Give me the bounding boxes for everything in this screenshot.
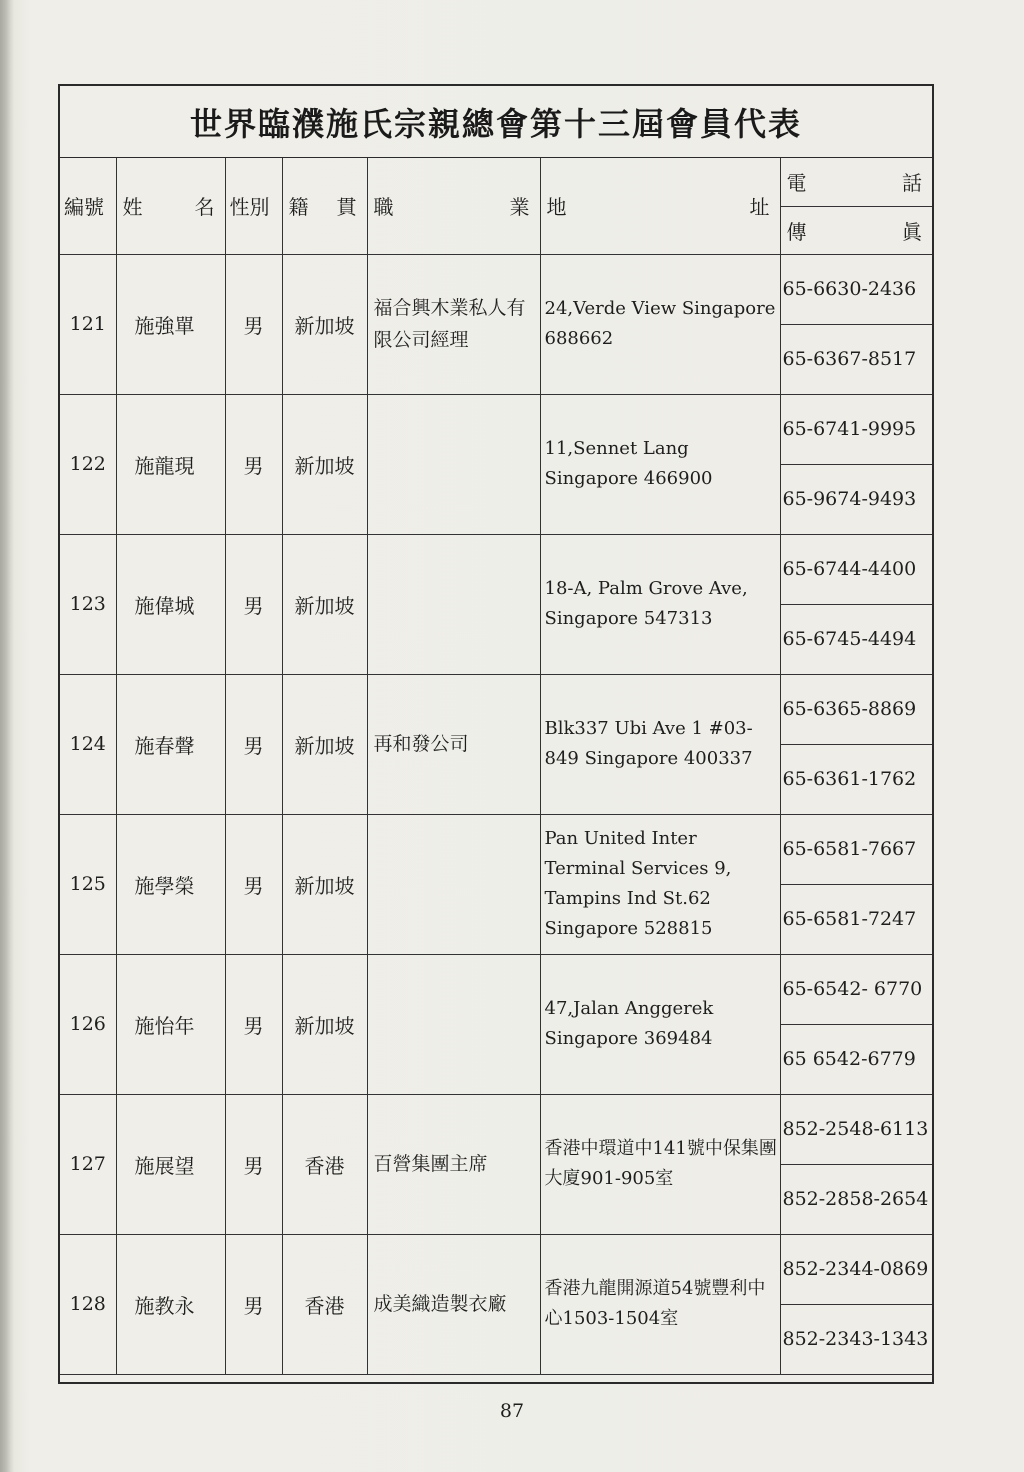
member-fax: 65-6367-8517 [780, 324, 932, 394]
header-gender: 性別 [225, 158, 282, 254]
table-row [60, 674, 932, 744]
member-id: 121 [60, 254, 116, 394]
table-row [60, 534, 932, 604]
member-name: 施春聲 [116, 674, 225, 814]
header-id: 編號 [60, 158, 116, 254]
table-row [60, 954, 932, 1024]
member-fax: 65-6745-4494 [780, 604, 932, 674]
member-id: 126 [60, 954, 116, 1094]
member-fax: 65-6361-1762 [780, 744, 932, 814]
member-gender: 男 [225, 534, 282, 674]
member-gender: 男 [225, 954, 282, 1094]
member-phone: 65-6581-7667 [780, 814, 932, 884]
member-fax: 852-2858-2654 [780, 1164, 932, 1234]
member-gender: 男 [225, 254, 282, 394]
table-row [60, 394, 932, 464]
member-address: 47,Jalan Anggerek Singapore 369484 [540, 954, 780, 1094]
member-phone: 65-6630-2436 [780, 254, 932, 324]
member-address: 18-A, Palm Grove Ave, Singapore 547313 [540, 534, 780, 674]
member-table [60, 158, 932, 1375]
member-phone: 65-6741-9995 [780, 394, 932, 464]
member-occupation: 再和發公司 [367, 674, 540, 814]
member-origin: 新加坡 [282, 954, 367, 1094]
member-id: 122 [60, 394, 116, 534]
member-name: 施偉城 [116, 534, 225, 674]
header-phone: 電 話 [780, 158, 932, 206]
header-address: 地 址 [540, 158, 780, 254]
member-phone: 852-2344-0869 [780, 1234, 932, 1304]
member-occupation [367, 954, 540, 1094]
page-title: 世界臨濮施氏宗親總會第十三屆會員代表 [189, 104, 802, 143]
member-origin: 香港 [282, 1094, 367, 1234]
member-address: 24,Verde View Singapore 688662 [540, 254, 780, 394]
member-fax: 65-6581-7247 [780, 884, 932, 954]
member-phone: 65-6365-8869 [780, 674, 932, 744]
member-occupation [367, 534, 540, 674]
member-gender: 男 [225, 1094, 282, 1234]
member-origin: 新加坡 [282, 394, 367, 534]
title-row [60, 86, 932, 158]
member-fax: 65 6542-6779 [780, 1024, 932, 1094]
member-address: 11,Sennet Lang Singapore 466900 [540, 394, 780, 534]
member-rows [60, 254, 932, 1374]
member-gender: 男 [225, 814, 282, 954]
member-gender: 男 [225, 394, 282, 534]
header-occupation: 職 業 [367, 158, 540, 254]
member-id: 123 [60, 534, 116, 674]
member-address: 香港中環道中141號中保集團大廈901-905室 [540, 1094, 780, 1234]
member-name: 施怡年 [116, 954, 225, 1094]
member-origin: 新加坡 [282, 534, 367, 674]
member-origin: 新加坡 [282, 254, 367, 394]
member-occupation: 福合興木業私人有限公司經理 [367, 254, 540, 394]
member-gender: 男 [225, 674, 282, 814]
member-fax: 65-9674-9493 [780, 464, 932, 534]
member-id: 124 [60, 674, 116, 814]
member-occupation [367, 814, 540, 954]
member-id: 125 [60, 814, 116, 954]
member-occupation: 成美織造製衣廠 [367, 1234, 540, 1374]
member-name: 施展望 [116, 1094, 225, 1234]
member-id: 128 [60, 1234, 116, 1374]
member-table-frame [58, 84, 934, 1384]
page-number: 87 [499, 1400, 525, 1422]
table-row [60, 254, 932, 324]
member-address: Pan United Inter Terminal Services 9, Tampins Ind St.62 Singapore 528815 [540, 814, 780, 954]
member-phone: 852-2548-6113 [780, 1094, 932, 1164]
table-row [60, 1094, 932, 1164]
member-fax: 852-2343-1343 [780, 1304, 932, 1374]
member-address: 香港九龍開源道54號豐利中心1503-1504室 [540, 1234, 780, 1374]
header-name: 姓 名 [116, 158, 225, 254]
member-name: 施學榮 [116, 814, 225, 954]
member-origin: 香港 [282, 1234, 367, 1374]
member-id: 127 [60, 1094, 116, 1234]
member-origin: 新加坡 [282, 674, 367, 814]
header-origin: 籍 貫 [282, 158, 367, 254]
header-row [60, 158, 932, 206]
header-fax: 傳 眞 [780, 206, 932, 254]
table-row [60, 814, 932, 884]
page-binding-shadow [0, 0, 14, 1472]
member-name: 施教永 [116, 1234, 225, 1374]
member-origin: 新加坡 [282, 814, 367, 954]
member-gender: 男 [225, 1234, 282, 1374]
member-phone: 65-6744-4400 [780, 534, 932, 604]
member-occupation: 百營集團主席 [367, 1094, 540, 1234]
member-name: 施強單 [116, 254, 225, 394]
member-name: 施龍現 [116, 394, 225, 534]
table-row [60, 1234, 932, 1304]
member-occupation [367, 394, 540, 534]
member-address: Blk337 Ubi Ave 1 #03-849 Singapore 400337 [540, 674, 780, 814]
member-phone: 65-6542- 6770 [780, 954, 932, 1024]
